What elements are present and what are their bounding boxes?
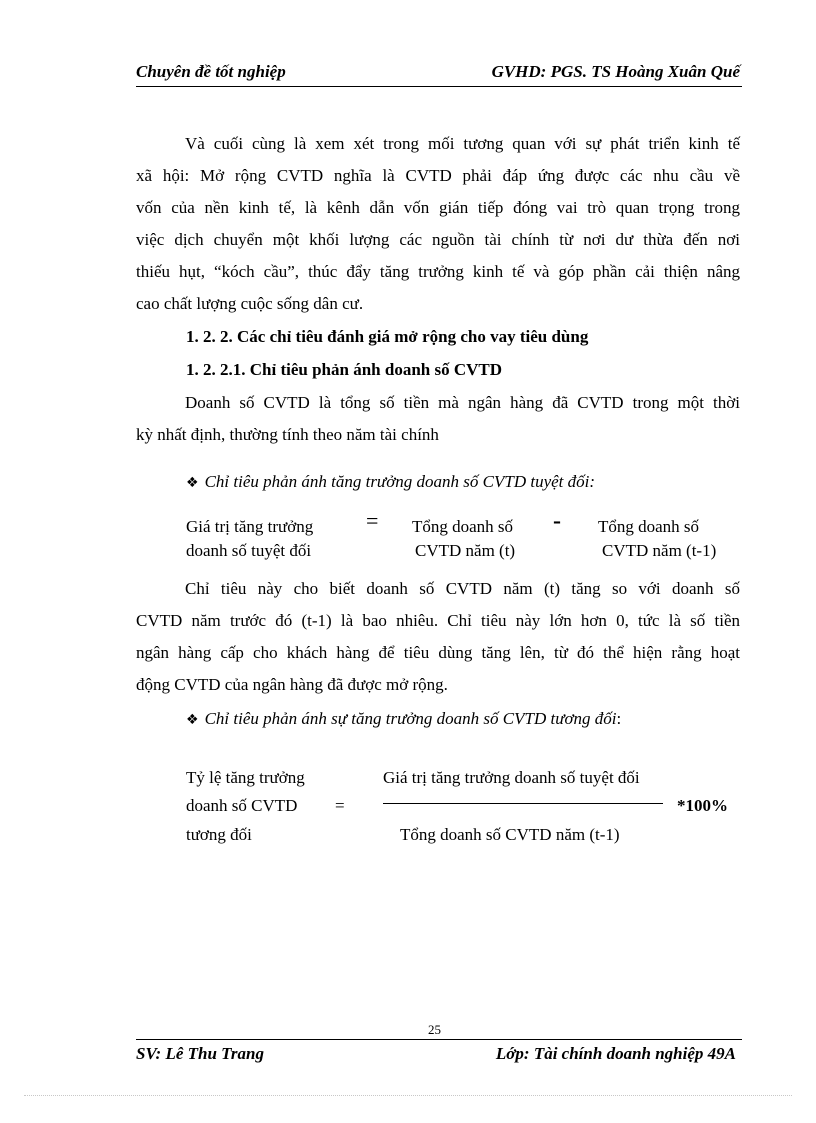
fraction-bar (383, 803, 663, 804)
formula-mid-line2: CVTD năm (t) (415, 541, 516, 560)
paragraph-line: Và cuối cùng là xem xét trong mối tương quan với sự phát triển kinh tế (185, 134, 740, 153)
paragraph-line: việc dịch chuyển một khối lượng các nguồn tài chính từ nơi dư thừa đến nơi (136, 230, 740, 249)
equals-sign: = (366, 508, 379, 533)
paragraph-line: Doanh số CVTD là tổng số tiền mà ngân hàng đã CVTD trong một thời (185, 393, 740, 412)
footer-rule (136, 1039, 742, 1040)
formula-left-line2: doanh số tuyệt đối (186, 541, 312, 560)
section-heading: 1. 2. 2. Các chỉ tiêu đánh giá mở rộng cho vay tiêu dùng (186, 327, 589, 346)
fraction-numerator: Giá trị tăng trưởng doanh số tuyệt đối (383, 768, 640, 787)
paragraph-line: xã hội: Mở rộng CVTD nghĩa là CVTD phải đáp ứng được các nhu cầu về (136, 166, 740, 185)
paragraph-line: vốn của nền kinh tế, là kênh dẫn vốn gián tiếp đóng vai trò quan trọng trong (136, 198, 740, 217)
bullet-1 (186, 472, 595, 493)
fraction-denominator: Tổng doanh số CVTD năm (t-1) (400, 825, 620, 844)
footer-right: Lớp: Tài chính doanh nghiệp 49A (495, 1044, 736, 1063)
percent-multiplier: *100% (677, 796, 728, 815)
diamond-bullet-icon: ❖ (186, 712, 199, 728)
bullet-suffix: : (616, 709, 622, 728)
bullet-text: Chỉ tiêu phản ánh sự tăng trưởng doanh số CVTD tương đối (204, 709, 617, 728)
paragraph-line: Chỉ tiêu này cho biết doanh số CVTD năm (t) tăng so với doanh số (185, 579, 740, 598)
minus-sign: - (553, 508, 561, 534)
formula-mid-line1: Tổng doanh số (412, 517, 514, 536)
bullet-2 (186, 709, 621, 730)
paragraph-line: cao chất lượng cuộc sống dân cư. (136, 294, 364, 313)
footer-left: SV: Lê Thu Trang (136, 1044, 264, 1063)
paragraph-line: ngân hàng cấp cho khách hàng để tiêu dùng tăng lên, từ đó thể hiện rằng hoạt (136, 643, 740, 662)
page-number: 25 (428, 1022, 441, 1037)
formula-right-line1: Tổng doanh số (598, 517, 700, 536)
bullet-text: Chỉ tiêu phản ánh tăng trưởng doanh số CVTD tuyệt đối: (204, 472, 596, 491)
subsection-heading: 1. 2. 2.1. Chỉ tiêu phản ánh doanh số CVTD (186, 360, 503, 379)
paragraph-line: thiếu hụt, “kóch cầu”, thúc đẩy tăng trưởng kinh tế và góp phần cải thiện nâng (136, 262, 740, 281)
page-edge-divider (24, 1095, 792, 1096)
paragraph-line: CVTD năm trước đó (t-1) là bao nhiêu. Chỉ tiêu này lớn hơn 0, tức là số tiền (136, 611, 740, 630)
header-rule (136, 86, 742, 87)
formula-left-line2: doanh số CVTD (186, 796, 298, 815)
formula-right-line2: CVTD năm (t-1) (602, 541, 717, 560)
equals-sign: = (335, 796, 345, 815)
header-left: Chuyên đề tốt nghiệp (136, 62, 286, 81)
paragraph-line: động CVTD của ngân hàng đã được mở rộng. (136, 675, 448, 694)
formula-left-line3: tương đối (186, 825, 252, 844)
diamond-bullet-icon: ❖ (186, 475, 199, 491)
paragraph-line: kỳ nhất định, thường tính theo năm tài chính (136, 425, 439, 444)
formula-left-line1: Giá trị tăng trưởng (186, 517, 314, 536)
header-right: GVHD: PGS. TS Hoàng Xuân Quế (491, 62, 740, 81)
formula-left-line1: Tỷ lệ tăng trưởng (186, 768, 305, 787)
